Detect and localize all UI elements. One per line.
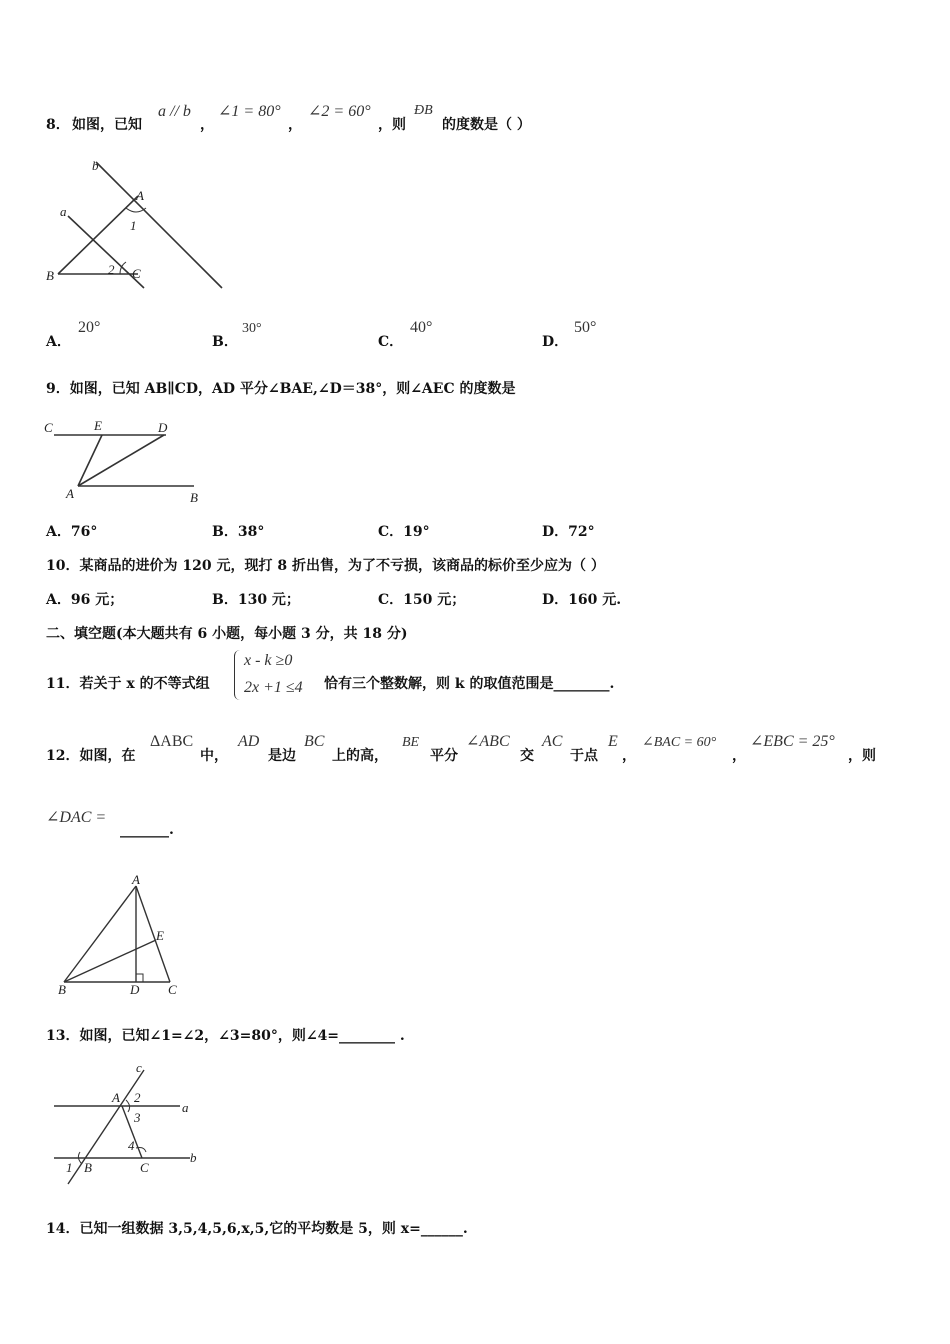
q12-math-angle-bac: ∠BAC = 60° [642, 735, 717, 750]
q8-label-B: B [46, 268, 54, 283]
q12-label-C: C [168, 982, 177, 997]
q10-option-a: A．96 元； [46, 592, 124, 608]
q8-label-C: C [132, 266, 141, 281]
q8-option-d-value: 50° [574, 319, 597, 336]
q8-option-a-value: 20° [78, 319, 101, 336]
q12-answer-blank: _______. [120, 822, 174, 838]
q12-segment-ab [64, 886, 136, 982]
q8-math-parallel: a // b [158, 103, 191, 120]
q9-text: 9．如图，已知 AB∥CD，AD 平分∠BAE,∠D＝38°，则∠AEC 的度数是 [46, 381, 516, 397]
q12-text-2: 是边 [268, 748, 296, 764]
q9-option-b: B．38° [212, 524, 265, 540]
q10-option-c: C．150 元； [378, 592, 466, 608]
q13-label-b: b [190, 1150, 197, 1165]
q8-option-b-letter: B． [212, 334, 238, 350]
q8-label-A: A [136, 188, 144, 203]
q8-option-b-value: 30° [242, 321, 262, 336]
q13-figure [44, 1060, 204, 1190]
q13-label-C: C [140, 1160, 149, 1175]
q8-math-angle1: ∠1 = 80° [218, 103, 281, 120]
q11-text-start: 11．若关于 x 的不等式组 [46, 676, 210, 692]
q8-text-end: 的度数是（ ） [442, 117, 531, 133]
q12-text-7: ， [622, 748, 636, 764]
q12-bisector-be [64, 940, 156, 982]
q8-separator-2: ， [288, 117, 302, 133]
q12-segment-ac [136, 886, 170, 982]
q12-text-9: ，则 [848, 748, 876, 764]
q12-math-e: E [608, 733, 618, 750]
q9-label-B: B [190, 490, 198, 505]
q9-label-A: A [66, 486, 74, 501]
q8-label-a: a [60, 204, 67, 219]
q11-inequality-2: 2x +1 ≤4 [244, 679, 303, 696]
q12-math-angle-ebc: ∠EBC = 25° [750, 733, 835, 750]
q9-label-E: E [94, 418, 102, 433]
q12-label-E: E [156, 928, 164, 943]
q13-label-A: A [112, 1090, 120, 1105]
q11-inequality-1: x - k ≥0 [244, 652, 293, 669]
q10-text: 10．某商品的进价为 120 元，现打 8 折出售，为了不亏损，该商品的标价至少应为（ ） [46, 558, 605, 574]
q13-text: 13．如图，已知∠1=∠2，∠3=80°，则∠4=________ . [46, 1028, 405, 1044]
q12-text-3: 上的高， [332, 748, 388, 764]
q12-math-be: BE [402, 735, 420, 750]
q14-text: 14．已知一组数据 3,5,4,5,6,x,5,它的平均数是 5，则 x=______. [46, 1221, 468, 1237]
q8-option-d-letter: D． [542, 334, 569, 350]
q12-text-4: 平分 [430, 748, 458, 764]
q9-label-D: D [158, 420, 168, 435]
q8-figure [40, 150, 230, 295]
q12-number: 12．如图，在 [46, 748, 136, 764]
q8-text-start: 如图，已知 [72, 117, 142, 133]
q12-text-6: 于点 [570, 748, 598, 764]
q8-number: 8． [46, 117, 70, 133]
q10-option-d: D．160 元. [542, 592, 622, 608]
q8-option-c-value: 40° [410, 319, 433, 336]
q8-math-angle-b: ÐB [414, 103, 433, 118]
q8-math-angle2: ∠2 = 60° [308, 103, 371, 120]
q12-figure [50, 870, 190, 1000]
q8-label-2: 2 [108, 262, 115, 277]
q13-label-B: B [84, 1160, 92, 1175]
q8-text-then: ，则 [378, 117, 406, 133]
q8-label-b: b [92, 158, 99, 173]
section2-title: 二、填空题(本大题共有 6 小题，每小题 3 分，共 18 分) [46, 626, 408, 642]
q11-brace [234, 650, 241, 700]
q13-label-1: 1 [66, 1160, 73, 1175]
q12-math-ad: AD [238, 733, 260, 750]
q8-option-a-letter: A． [46, 334, 71, 350]
q12-math-angle-abc: ∠ABC [466, 733, 510, 750]
q9-segment-ad [78, 435, 164, 486]
q9-label-C: C [44, 420, 53, 435]
q12-label-B: B [58, 982, 66, 997]
q8-option-c-letter: C． [378, 334, 404, 350]
q12-label-A: A [132, 872, 140, 887]
q12-label-D: D [130, 982, 140, 997]
q12-text-1: 中， [200, 748, 228, 764]
q13-angle-arc-4 [136, 1148, 146, 1153]
q10-option-b: B．130 元； [212, 592, 300, 608]
q11-text-end: 恰有三个整数解，则 k 的取值范围是________. [324, 676, 615, 692]
q12-math-bc: BC [304, 733, 325, 750]
q8-label-1: 1 [130, 218, 137, 233]
q13-label-a: a [182, 1100, 189, 1115]
q12-right-angle-mark [136, 974, 143, 982]
q13-label-4: 4 [128, 1138, 135, 1153]
q12-math-angle-dac: ∠DAC = [46, 809, 107, 826]
q9-option-d: D．72° [542, 524, 595, 540]
q12-text-8: ， [732, 748, 746, 764]
q13-label-2: 2 [134, 1090, 141, 1105]
q8-line-b [96, 162, 222, 288]
q9-option-a: A．76° [46, 524, 98, 540]
q13-line-c [68, 1070, 144, 1184]
q13-label-c: c [136, 1060, 142, 1075]
q9-figure [40, 414, 210, 509]
q8-separator-1: ， [200, 117, 214, 133]
q13-label-3: 3 [134, 1110, 141, 1125]
q9-option-c: C．19° [378, 524, 430, 540]
q12-math-ac: AC [542, 733, 563, 750]
q12-math-triangle: ΔABC [150, 733, 194, 750]
q12-text-5: 交 [520, 748, 534, 764]
